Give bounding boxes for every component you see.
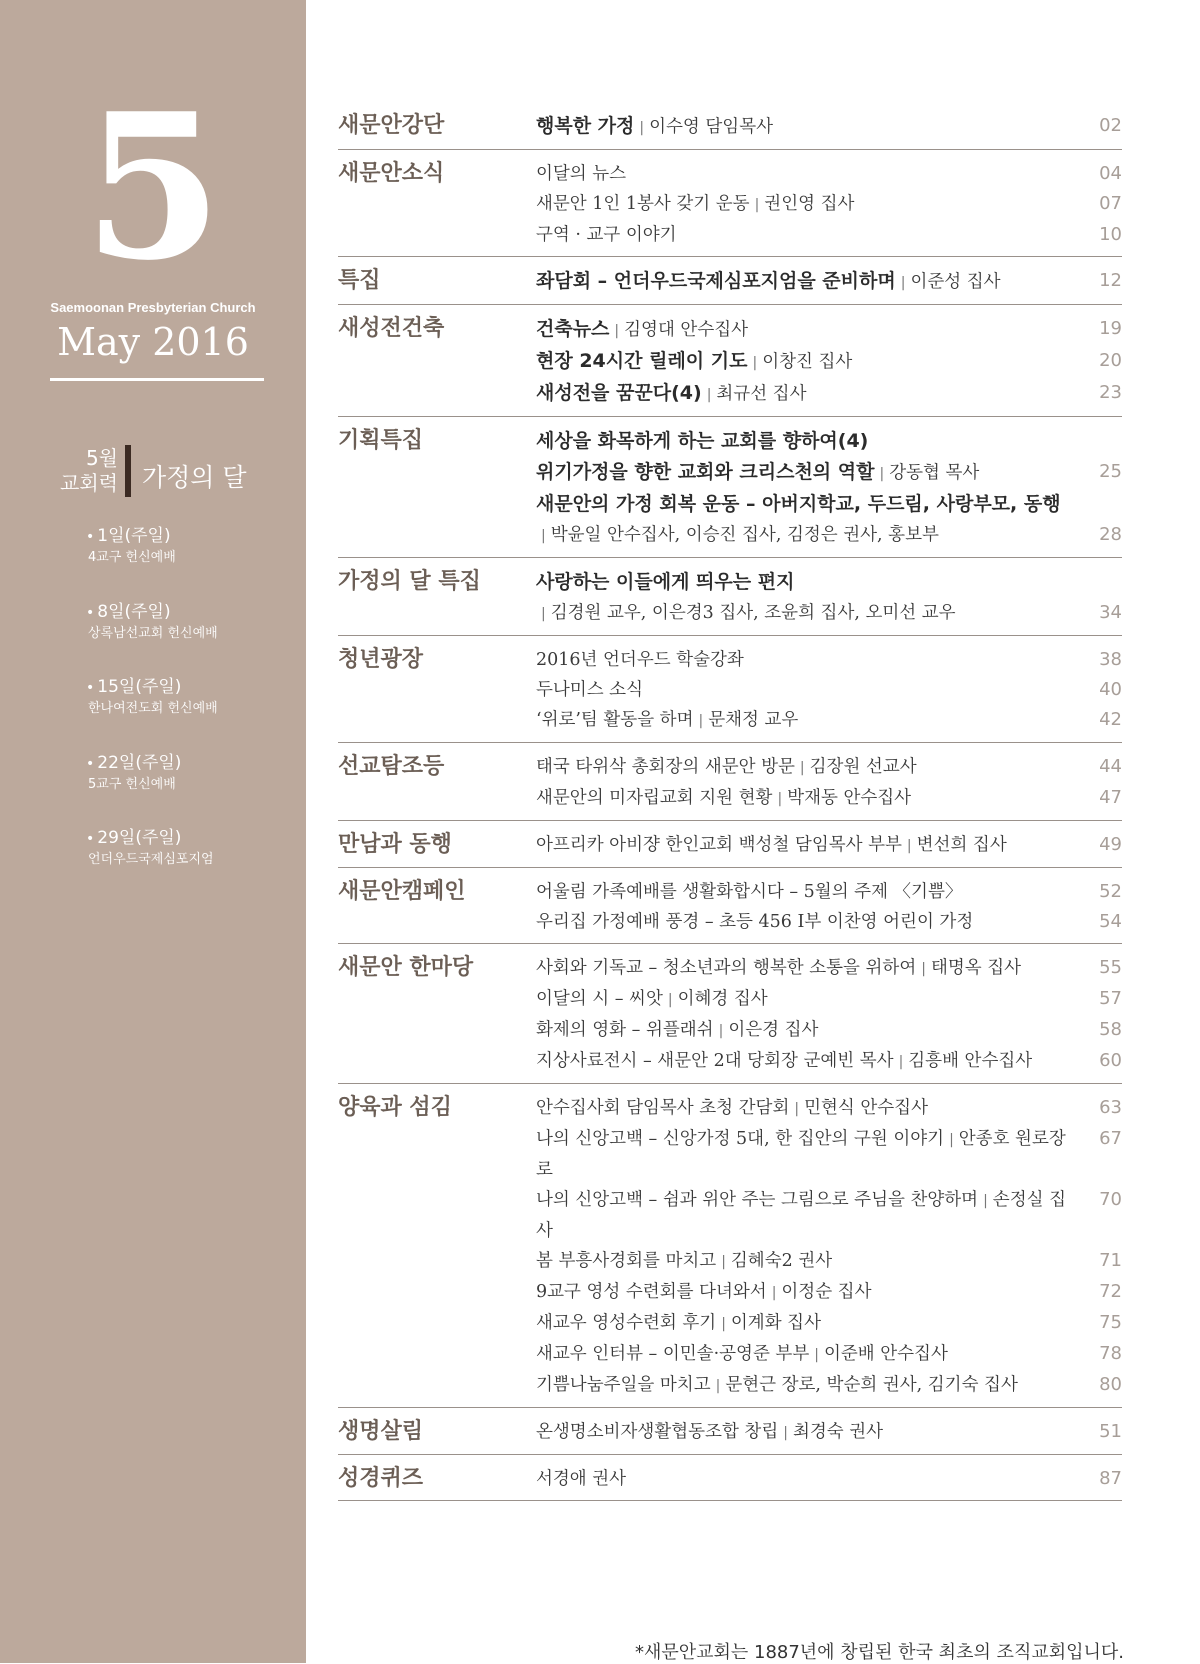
entry-list xyxy=(536,830,1122,861)
toc-section xyxy=(338,417,1122,558)
footnote: *새문안교회는 1887년에 창립된 한국 최초의 조직교회입니다. xyxy=(634,1642,1124,1663)
page-number: 78 xyxy=(1099,1343,1122,1364)
calendar-label-month: 5월 xyxy=(85,446,118,470)
bullet-icon: • xyxy=(86,831,95,847)
toc-section xyxy=(338,305,1122,417)
event-description: 4교구 헌신예배 xyxy=(88,550,176,565)
entry-title: 봄 부흥사경회를 마치고 xyxy=(536,1251,717,1271)
event-description: 5교구 헌신예배 xyxy=(88,776,176,792)
page-number: 25 xyxy=(1099,461,1122,482)
entry-title: 화제의 영화 – 위플래쉬 xyxy=(536,1020,714,1040)
toc-section xyxy=(338,1455,1122,1501)
event-item xyxy=(86,524,301,600)
page-number: 71 xyxy=(1099,1250,1122,1271)
entry-title: 새성전을 꿈꾼다(4) xyxy=(536,382,702,404)
section-title: 기획특집 xyxy=(338,428,424,453)
entry-title: 사회와 기독교 – 청소년과의 행복한 소통을 위하여 xyxy=(536,958,917,978)
page-number: 58 xyxy=(1099,1019,1122,1040)
entry-author: 최경숙 권사 xyxy=(792,1422,884,1442)
section-title: 양육과 섬김 xyxy=(338,1095,452,1120)
section-title: 새성전건축 xyxy=(338,316,445,341)
event-item xyxy=(86,675,301,751)
toc-entry[interactable] xyxy=(536,1246,1122,1277)
separator: | xyxy=(706,387,712,403)
entry-title: 기쁨나눔주일을 마치고 xyxy=(536,1375,711,1395)
entry-title: 우리집 가정예배 풍경 – 초등 456 Ⅰ부 이찬영 어린이 가정 xyxy=(536,912,974,932)
section-title: 가정의 달 특집 xyxy=(338,569,481,594)
page-number: 19 xyxy=(1099,318,1122,339)
toc-entry[interactable] xyxy=(536,984,1122,1015)
entry-author: 최규선 집사 xyxy=(716,384,807,404)
page-number: 40 xyxy=(1099,679,1122,700)
separator: | xyxy=(614,323,620,339)
entry-author: 이정순 집사 xyxy=(781,1282,872,1302)
entry-author: 이창진 집사 xyxy=(762,352,853,372)
entry-title: 나의 신앙고백 – 쉼과 위안 주는 그림으로 주님을 찬양하며 xyxy=(536,1190,979,1210)
event-date: • 1일(주일) xyxy=(86,526,171,546)
entry-title: 건축뉴스 xyxy=(536,318,610,340)
entry-title: 새문안의 가정 회복 운동 – 아버지학교, 두드림, 사랑부모, 동행 xyxy=(536,493,1061,515)
toc-entry[interactable] xyxy=(536,1417,1122,1448)
toc-entry[interactable] xyxy=(536,675,1122,705)
entry-author: 박재동 안수집사 xyxy=(787,788,912,808)
entry-author: 이혜경 집사 xyxy=(677,989,768,1009)
page-number: 55 xyxy=(1099,957,1122,978)
page-number: 47 xyxy=(1099,787,1122,808)
page-number: 28 xyxy=(1099,524,1122,545)
toc-entry[interactable] xyxy=(536,567,1122,598)
separator: | xyxy=(721,1254,726,1270)
separator: | xyxy=(541,606,546,622)
page-number: 52 xyxy=(1099,881,1122,902)
entry-author: 이계화 집사 xyxy=(730,1313,821,1333)
toc-entry[interactable] xyxy=(536,489,1122,520)
separator: | xyxy=(898,1054,904,1070)
separator: | xyxy=(639,120,645,136)
entry-author: 김영대 안수집사 xyxy=(624,320,749,340)
entry-title: 이달의 뉴스 xyxy=(536,164,627,184)
separator: | xyxy=(879,466,885,482)
entry-list xyxy=(536,1464,1122,1494)
entry-title: 서경애 권사 xyxy=(536,1469,627,1489)
page-number: 10 xyxy=(1099,224,1122,245)
toc-entry[interactable] xyxy=(536,1339,1122,1370)
toc-section xyxy=(338,150,1122,257)
entry-author: 김장원 선교사 xyxy=(809,757,917,777)
toc-entry[interactable] xyxy=(536,1124,1122,1185)
page-number: 87 xyxy=(1099,1468,1122,1489)
page-number: 42 xyxy=(1099,709,1122,730)
section-title: 선교탐조등 xyxy=(338,754,445,779)
page-number: 49 xyxy=(1099,834,1122,855)
toc-entry[interactable] xyxy=(536,1370,1122,1401)
separator: | xyxy=(698,713,704,729)
event-description: 상록남선교회 헌신예배 xyxy=(88,625,218,641)
section-title: 만남과 동행 xyxy=(338,832,452,857)
page-number: 44 xyxy=(1099,756,1122,777)
issue-number: 5 xyxy=(83,70,223,305)
toc-entry[interactable] xyxy=(536,1308,1122,1339)
toc-entry[interactable] xyxy=(536,1185,1122,1246)
entry-title: 현장 24시간 릴레이 기도 xyxy=(536,350,748,372)
entry-author: 이수영 담임목사 xyxy=(649,117,774,137)
entry-author: 김흥배 안수집사 xyxy=(908,1051,1033,1071)
entry-list xyxy=(536,567,1122,629)
event-date: • 8일(주일) xyxy=(86,601,171,622)
event-description: 언더우드국제심포지엄 xyxy=(88,852,214,867)
toc-entry[interactable] xyxy=(536,520,1122,551)
entry-title: 온생명소비자생활협동조합 창립 xyxy=(536,1422,779,1442)
toc-entry[interactable] xyxy=(536,877,1122,907)
page-number: 75 xyxy=(1099,1312,1122,1333)
separator: | xyxy=(983,1193,988,1209)
section-title: 성경퀴즈 xyxy=(338,1466,424,1491)
separator: | xyxy=(541,528,546,544)
event-description: 한나여전도회 헌신예배 xyxy=(88,701,218,716)
toc-section xyxy=(338,1084,1122,1408)
entry-title: 위기가정을 향한 교회와 크리스천의 역할 xyxy=(536,461,875,483)
entry-title: 9교구 영성 수련회를 다녀와서 xyxy=(536,1282,767,1302)
toc-entry[interactable] xyxy=(536,346,1122,378)
section-title: 새문안 한마당 xyxy=(338,955,474,980)
separator: | xyxy=(721,1316,726,1332)
entry-title: 이달의 시 – 씨앗 xyxy=(536,989,663,1009)
table-of-contents xyxy=(338,111,1122,1501)
toc-entry[interactable] xyxy=(536,426,1122,457)
entry-list xyxy=(536,1093,1122,1401)
church-name: Saemoonan Presbyterian Church xyxy=(50,300,256,315)
entry-list xyxy=(536,953,1122,1077)
entry-title: 사랑하는 이들에게 띄우는 편지 xyxy=(536,571,795,593)
section-title: 새문안강단 xyxy=(338,113,445,138)
event-item xyxy=(86,600,301,676)
toc-entry[interactable] xyxy=(536,159,1122,189)
entry-title: 아프리카 아비쟝 한인교회 백성철 담임목사 부부 xyxy=(536,835,902,855)
entry-author: 김경원 교우, 이은경3 집사, 조윤희 집사, 오미선 교우 xyxy=(550,603,956,623)
toc-entry[interactable] xyxy=(536,907,1122,937)
entry-title: 행복한 가정 xyxy=(536,115,635,137)
toc-section xyxy=(338,257,1122,305)
entry-list xyxy=(536,752,1122,814)
separator: | xyxy=(752,355,758,371)
separator: | xyxy=(799,760,805,776)
toc-entry[interactable] xyxy=(536,953,1122,984)
entry-author: 강동협 목사 xyxy=(889,463,980,483)
separator: | xyxy=(906,838,912,854)
toc-entry[interactable] xyxy=(536,783,1122,814)
church-calendar-heading xyxy=(0,442,306,502)
toc-entry[interactable] xyxy=(536,220,1122,250)
entry-title: 새교우 인터뷰 – 이민솔·공영준 부부 xyxy=(536,1344,810,1364)
entry-title: 새문안의 미자립교회 지원 현황 xyxy=(536,788,773,808)
toc-entry[interactable] xyxy=(536,1015,1122,1046)
toc-entry[interactable] xyxy=(536,378,1122,410)
separator: | xyxy=(783,1425,788,1441)
separator: | xyxy=(718,1023,724,1039)
toc-section xyxy=(338,868,1122,944)
section-title: 생명살림 xyxy=(338,1419,424,1444)
separator: | xyxy=(900,275,906,291)
entry-author: 이준배 안수집사 xyxy=(823,1344,948,1364)
entry-author: 이은경 집사 xyxy=(728,1020,819,1040)
toc-section xyxy=(338,1408,1122,1455)
toc-entry[interactable] xyxy=(536,752,1122,783)
toc-section xyxy=(338,743,1122,821)
entry-title: ‘위로’팀 활동을 하며 xyxy=(536,710,694,730)
entry-list xyxy=(536,426,1122,551)
page-number: 34 xyxy=(1099,602,1122,623)
entry-author: 태명옥 집사 xyxy=(930,958,1022,978)
calendar-bar xyxy=(125,445,131,497)
toc-section xyxy=(338,944,1122,1084)
entry-title: 나의 신앙고백 – 신앙가정 5대, 한 집안의 구원 이야기 xyxy=(536,1129,945,1149)
toc-entry[interactable] xyxy=(536,1093,1122,1124)
entry-list xyxy=(536,266,1122,298)
toc-entry[interactable] xyxy=(536,705,1122,736)
page-number: 07 xyxy=(1099,193,1122,214)
entry-author: 손정실 집사 xyxy=(536,1190,1066,1241)
entry-list xyxy=(536,111,1122,143)
entry-title: 세상을 화목하게 하는 교회를 향하여(4) xyxy=(536,430,869,452)
event-item xyxy=(86,751,301,827)
separator: | xyxy=(667,992,673,1008)
entry-author: 문채정 교우 xyxy=(708,710,799,730)
separator: | xyxy=(949,1132,954,1148)
sidebar xyxy=(0,0,306,1663)
section-title: 청년광장 xyxy=(338,647,424,672)
toc-section xyxy=(338,636,1122,743)
bullet-icon: • xyxy=(86,755,95,772)
event-date: • 15일(주일) xyxy=(86,677,182,697)
separator: | xyxy=(715,1378,721,1394)
entry-title: 구역 · 교구 이야기 xyxy=(536,225,677,245)
entry-title: 두나미스 소식 xyxy=(536,680,643,700)
toc-entry[interactable] xyxy=(536,111,1122,143)
entry-author: 민현식 안수집사 xyxy=(804,1098,928,1118)
calendar-label xyxy=(60,446,118,496)
entry-list xyxy=(536,1417,1122,1448)
entry-title: 어울림 가족예배를 생활화합시다 – 5월의 주제 〈기쁨〉 xyxy=(536,882,963,902)
event-date: • 29일(주일) xyxy=(86,828,182,848)
entry-list xyxy=(536,159,1122,250)
toc-entry[interactable] xyxy=(536,598,1122,629)
toc-entry[interactable] xyxy=(536,457,1122,489)
page-number: 57 xyxy=(1099,988,1122,1009)
entry-list xyxy=(536,314,1122,410)
separator: | xyxy=(794,1101,800,1117)
entry-title: 태국 타위삭 총회장의 새문안 방문 xyxy=(536,757,795,777)
section-title: 새문안캠페인 xyxy=(338,879,466,904)
separator: | xyxy=(921,961,926,977)
calendar-label-text: 교회력 xyxy=(60,471,118,495)
page-number: 67 xyxy=(1099,1128,1122,1149)
entry-author: 안종호 원로장로 xyxy=(536,1129,1066,1180)
entry-title: 안수집사회 담임목사 초청 간담회 xyxy=(536,1098,790,1118)
entry-title: 2016년 언더우드 학술강좌 xyxy=(536,650,744,670)
toc-entry[interactable] xyxy=(536,1464,1122,1494)
entry-title: 지상사료전시 – 새문안 2대 당회장 군예빈 목사 xyxy=(536,1051,894,1071)
event-date: • 22일(주일) xyxy=(86,752,182,773)
entry-title: 좌담회 – 언더우드국제심포지엄을 준비하며 xyxy=(536,270,896,292)
page-number: 20 xyxy=(1099,350,1122,371)
page-number: 80 xyxy=(1099,1374,1122,1395)
separator: | xyxy=(754,197,760,213)
page-number: 63 xyxy=(1099,1097,1122,1118)
page-number: 54 xyxy=(1099,911,1122,932)
separator: | xyxy=(814,1347,819,1363)
calendar-theme: 가정의 달 xyxy=(142,463,247,492)
entry-list xyxy=(536,877,1122,937)
page-number: 23 xyxy=(1099,382,1122,403)
page-number: 72 xyxy=(1099,1281,1122,1302)
entry-author: 이준성 집사 xyxy=(910,272,1001,292)
entry-author: 문현근 장로, 박순희 권사, 김기숙 집사 xyxy=(725,1375,1018,1395)
entry-title: 새문안 1인 1봉사 갖기 운동 xyxy=(536,194,750,214)
toc-entry[interactable] xyxy=(536,266,1122,298)
toc-entry[interactable] xyxy=(536,830,1122,861)
entry-list xyxy=(536,645,1122,736)
toc-entry[interactable] xyxy=(536,1046,1122,1077)
page-number: 51 xyxy=(1099,1421,1122,1442)
page-number: 04 xyxy=(1099,163,1122,184)
section-title: 새문안소식 xyxy=(338,161,445,186)
toc-entry[interactable] xyxy=(536,314,1122,346)
entry-title: 새교우 영성수련회 후기 xyxy=(536,1313,717,1333)
divider xyxy=(50,378,264,381)
issue-date: May 2016 xyxy=(57,320,249,364)
toc-entry[interactable] xyxy=(536,1277,1122,1308)
bullet-icon: • xyxy=(86,680,95,696)
toc-entry[interactable] xyxy=(536,645,1122,675)
page-number: 70 xyxy=(1099,1189,1122,1210)
toc-section xyxy=(338,821,1122,868)
page-number: 38 xyxy=(1099,649,1122,670)
page-number: 60 xyxy=(1099,1050,1122,1071)
separator: | xyxy=(777,791,783,807)
entry-author: 변선희 집사 xyxy=(916,835,1007,855)
entry-author: 박윤일 안수집사, 이승진 집사, 김정은 권사, 홍보부 xyxy=(550,525,939,545)
event-list xyxy=(86,524,301,902)
section-title: 특집 xyxy=(338,268,381,293)
toc-section xyxy=(338,558,1122,636)
entry-author: 김혜숙2 권사 xyxy=(730,1251,833,1271)
bullet-icon: • xyxy=(86,604,95,621)
event-item xyxy=(86,826,301,902)
page-number: 12 xyxy=(1099,270,1122,291)
toc-section xyxy=(338,111,1122,150)
toc-entry[interactable] xyxy=(536,189,1122,220)
bullet-icon: • xyxy=(86,529,95,545)
separator: | xyxy=(771,1285,777,1301)
page-number: 02 xyxy=(1099,115,1122,136)
entry-author: 권인영 집사 xyxy=(764,194,855,214)
